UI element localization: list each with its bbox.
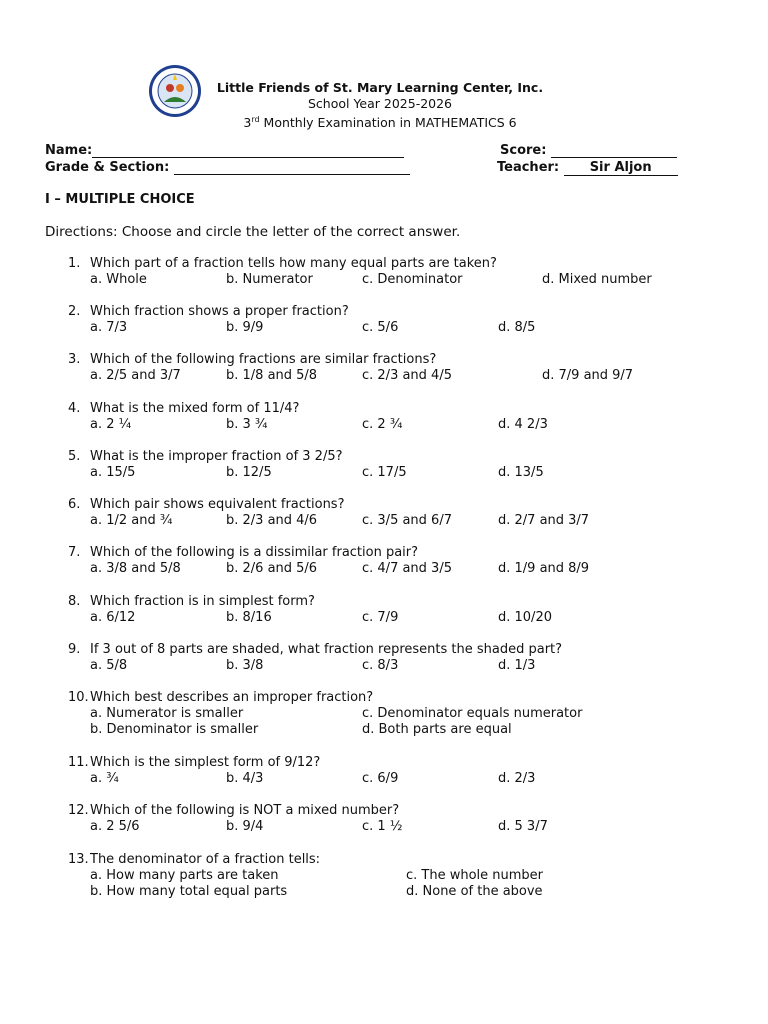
question-stem: Which of the following is NOT a mixed number?: [90, 803, 400, 818]
question-number: 2.: [68, 304, 81, 319]
question-stem: Which part of a fraction tells how many equal parts are taken?: [90, 256, 497, 271]
option-a[interactable]: a. How many parts are taken: [90, 868, 279, 883]
option-c[interactable]: c. The whole number: [406, 868, 544, 883]
option-a[interactable]: a. 15/5: [90, 465, 136, 480]
question-stem: Which pair shows equivalent fractions?: [90, 497, 345, 512]
grade-section-blank[interactable]: [174, 161, 410, 175]
option-d[interactable]: d. 5 3/7: [498, 819, 548, 834]
question-stem: Which of the following fractions are similar fractions?: [90, 352, 437, 367]
option-b[interactable]: b. 4/3: [226, 771, 264, 786]
question-stem: Which best describes an improper fraction?: [90, 690, 374, 705]
option-d[interactable]: d. 10/20: [498, 610, 552, 625]
option-c[interactable]: c. 1 ½: [362, 819, 403, 834]
option-d[interactable]: d. 8/5: [498, 320, 536, 335]
question-stem: Which of the following is a dissimilar fraction pair?: [90, 545, 419, 560]
option-a[interactable]: a. 7/3: [90, 320, 128, 335]
option-d[interactable]: d. 1/3: [498, 658, 536, 673]
option-b[interactable]: b. 9/9: [226, 320, 264, 335]
option-d[interactable]: d. 7/9 and 9/7: [542, 368, 634, 383]
option-b[interactable]: b. 2/3 and 4/6: [226, 513, 318, 528]
question-number: 8.: [68, 594, 81, 609]
option-b[interactable]: b. 9/4: [226, 819, 264, 834]
option-a[interactable]: a. 6/12: [90, 610, 136, 625]
option-c[interactable]: c. 7/9: [362, 610, 399, 625]
option-c[interactable]: c. 17/5: [362, 465, 407, 480]
question-number: 1.: [68, 256, 81, 271]
question-stem: Which fraction shows a proper fraction?: [90, 304, 349, 319]
score-blank[interactable]: [551, 144, 677, 158]
option-c[interactable]: c. 8/3: [362, 658, 399, 673]
option-c[interactable]: c. Denominator: [362, 272, 463, 287]
option-d[interactable]: d. None of the above: [406, 884, 543, 899]
option-b[interactable]: b. 8/16: [226, 610, 272, 625]
question-stem: If 3 out of 8 parts are shaded, what fraction represents the shaded part?: [90, 642, 563, 657]
option-b[interactable]: b. 3 ¾: [226, 417, 268, 432]
exam-header: [205, 80, 555, 131]
option-a[interactable]: a. Numerator is smaller: [90, 706, 244, 721]
option-a[interactable]: a. Whole: [90, 272, 147, 287]
question-number: 4.: [68, 401, 81, 416]
option-b[interactable]: b. 1/8 and 5/8: [226, 368, 318, 383]
option-d[interactable]: d. Mixed number: [542, 272, 652, 287]
option-c[interactable]: c. 6/9: [362, 771, 399, 786]
option-c[interactable]: c. 2/3 and 4/5: [362, 368, 452, 383]
question-number: 7.: [68, 545, 81, 560]
option-d[interactable]: d. 1/9 and 8/9: [498, 561, 590, 576]
option-b[interactable]: b. How many total equal parts: [90, 884, 288, 899]
option-a[interactable]: a. 2 5/6: [90, 819, 140, 834]
score-label: Score:: [500, 143, 547, 158]
option-b[interactable]: b. 12/5: [226, 465, 272, 480]
school-year: School Year 2025-2026: [307, 96, 453, 111]
option-b[interactable]: b. Numerator: [226, 272, 313, 287]
exam-ordinal: 3: [243, 115, 252, 131]
question-number: 10.: [68, 690, 89, 705]
question-number: 6.: [68, 497, 81, 512]
question-number: 13.: [68, 852, 89, 867]
option-c[interactable]: c. Denominator equals numerator: [362, 706, 583, 721]
option-d[interactable]: d. 4 2/3: [498, 417, 548, 432]
exam-ordinal-suffix: rd: [251, 115, 260, 124]
option-c[interactable]: c. 5/6: [362, 320, 399, 335]
question-stem: The denominator of a fraction tells:: [90, 852, 321, 867]
question-stem: What is the mixed form of 11/4?: [90, 401, 300, 416]
directions: Directions: Choose and circle the letter of the correct answer.: [45, 224, 461, 240]
option-a[interactable]: a. 2/5 and 3/7: [90, 368, 181, 383]
name-label: Name:: [45, 143, 93, 158]
option-d[interactable]: d. 2/3: [498, 771, 536, 786]
question-stem: What is the improper fraction of 3 2/5?: [90, 449, 343, 464]
teacher-field: [497, 160, 678, 176]
teacher-value: Sir Aljon: [564, 160, 678, 176]
option-a[interactable]: a. 3/8 and 5/8: [90, 561, 181, 576]
option-d[interactable]: d. 13/5: [498, 465, 544, 480]
question-number: 9.: [68, 642, 81, 657]
option-a[interactable]: a. 2 ¼: [90, 417, 132, 432]
option-a[interactable]: a. 1/2 and ¾: [90, 513, 173, 528]
option-d[interactable]: d. Both parts are equal: [362, 722, 512, 737]
option-c[interactable]: c. 3/5 and 6/7: [362, 513, 452, 528]
teacher-label: Teacher:: [497, 160, 560, 175]
name-blank[interactable]: [92, 144, 404, 158]
score-field[interactable]: [500, 143, 677, 158]
exam-title: [205, 112, 555, 131]
option-b[interactable]: b. Denominator is smaller: [90, 722, 259, 737]
question-stem: Which is the simplest form of 9/12?: [90, 755, 321, 770]
question-number: 12.: [68, 803, 89, 818]
exam-title-text: Monthly Examination in MATHEMATICS 6: [259, 115, 517, 131]
section-title: I – MULTIPLE CHOICE: [45, 192, 195, 207]
question-number: 5.: [68, 449, 81, 464]
school-name: Little Friends of St. Mary Learning Center, Inc.: [216, 80, 544, 95]
name-field[interactable]: [45, 143, 404, 158]
option-a[interactable]: a. 5/8: [90, 658, 128, 673]
option-d[interactable]: d. 2/7 and 3/7: [498, 513, 590, 528]
question-number: 3.: [68, 352, 81, 367]
option-b[interactable]: b. 3/8: [226, 658, 264, 673]
option-c[interactable]: c. 2 ¾: [362, 417, 403, 432]
option-a[interactable]: a. ¾: [90, 771, 119, 786]
option-b[interactable]: b. 2/6 and 5/6: [226, 561, 318, 576]
grade-section-field[interactable]: [45, 160, 410, 175]
option-c[interactable]: c. 4/7 and 3/5: [362, 561, 452, 576]
school-logo: [148, 64, 202, 118]
question-stem: Which fraction is in simplest form?: [90, 594, 315, 609]
question-number: 11.: [68, 755, 89, 770]
grade-section-label: Grade & Section:: [45, 160, 170, 175]
